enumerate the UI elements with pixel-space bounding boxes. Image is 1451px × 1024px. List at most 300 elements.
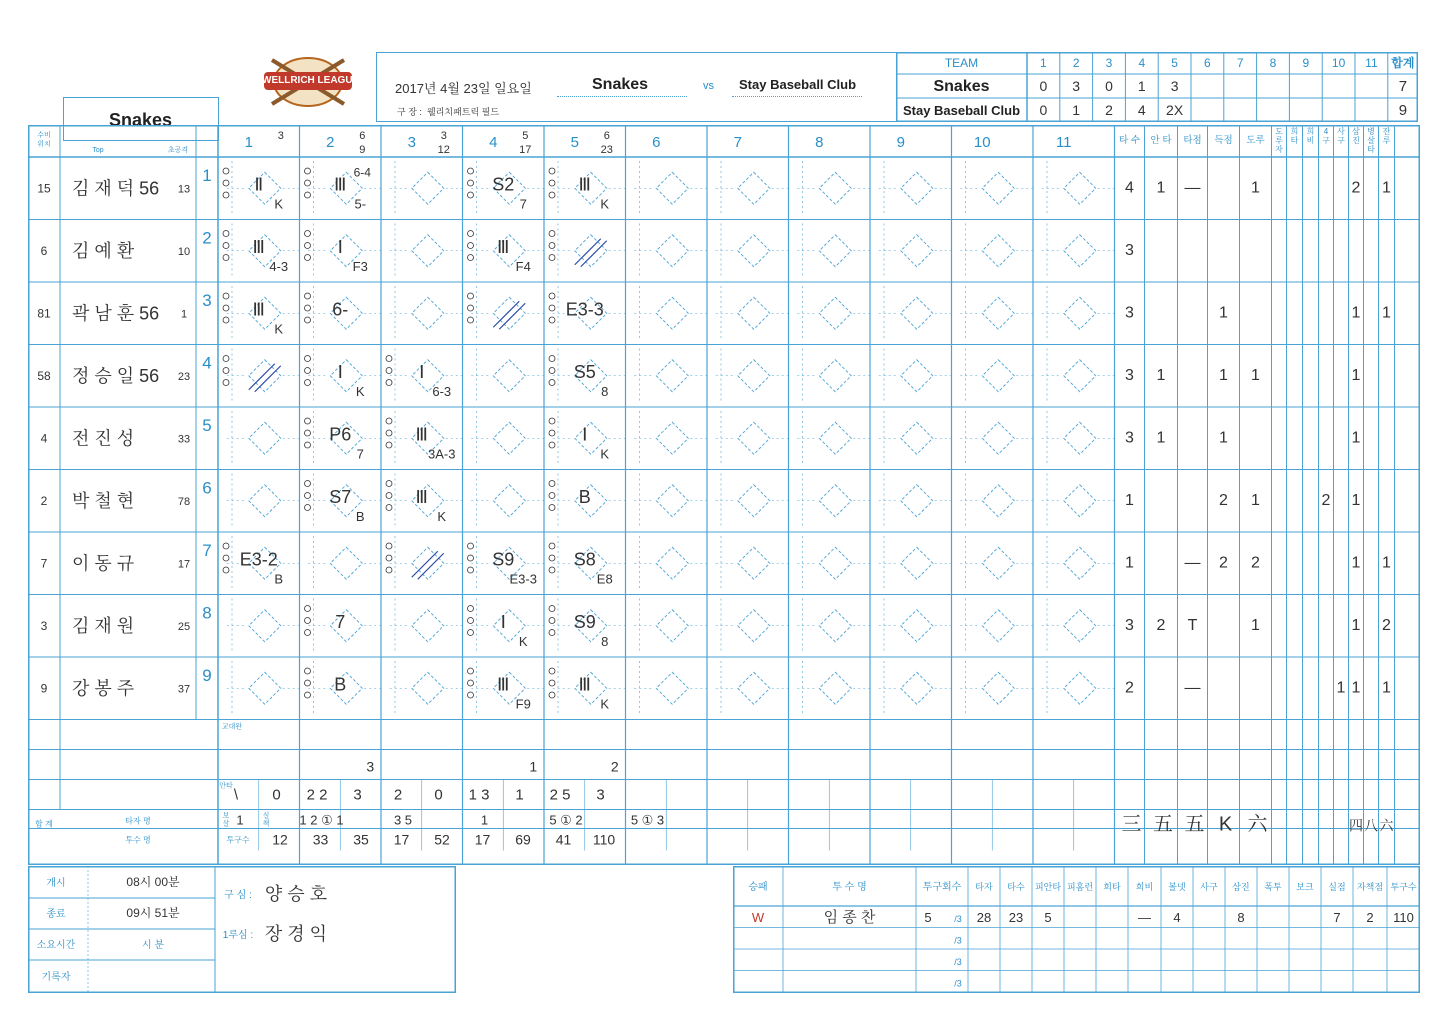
linescore-inning-9: 9 xyxy=(1302,56,1310,70)
pitch-count-mark xyxy=(549,442,555,448)
stat-header-char: 루 xyxy=(1275,136,1283,145)
stat-header-char: 병 xyxy=(1367,127,1375,136)
batter-stat: 3 xyxy=(1125,241,1134,259)
batter-stat: 3 xyxy=(1125,304,1134,322)
pitch-count-mark xyxy=(223,567,229,573)
base-diamond xyxy=(982,610,1014,642)
linescore-total: 7 xyxy=(1398,78,1408,95)
batter-stat: 1 xyxy=(1351,304,1361,322)
pitch-count-mark xyxy=(549,543,555,549)
batter-stat: 1 xyxy=(1351,429,1361,447)
base-diamond xyxy=(656,610,688,642)
batter-position: 3 xyxy=(40,618,48,633)
batter-stat: 3 xyxy=(1125,616,1134,634)
linescore-inning-3: 3 xyxy=(1105,56,1113,70)
batter-stat: 1 xyxy=(1219,304,1228,322)
inning-hits: 1 3 xyxy=(468,786,490,804)
linescore-score: 3 xyxy=(1170,78,1179,94)
batting-order: 7 xyxy=(202,541,212,560)
play-mark: Ⅲ xyxy=(415,424,428,445)
base-diamond xyxy=(901,297,933,329)
inning-header-5: 5 xyxy=(570,134,579,151)
pos-header: 수비 xyxy=(37,132,51,139)
pitch-count-mark xyxy=(549,430,555,436)
pitch-count-mark xyxy=(386,555,392,561)
stat-tally: 五 xyxy=(1153,813,1173,836)
pitch-count-mark xyxy=(549,618,555,624)
linescore-inning-10: 10 xyxy=(1331,56,1346,70)
inning-sub2: 23 xyxy=(600,144,613,156)
pitch-count-mark xyxy=(549,293,555,299)
inning-pitches: 17 xyxy=(474,831,491,848)
pitch-count-mark xyxy=(305,505,311,511)
total-label: 합 계 xyxy=(35,819,53,829)
batter-stat: 1 xyxy=(1336,679,1346,697)
inning-walks: 3 5 xyxy=(393,812,413,828)
pitching-header: 투구회수 xyxy=(922,882,962,893)
pitch-count-mark xyxy=(549,231,555,237)
batter-number: 23 xyxy=(177,370,191,383)
batter-stat: 1 xyxy=(1219,366,1228,384)
inning-header-8: 8 xyxy=(815,134,824,151)
batting-order: 5 xyxy=(202,416,212,435)
pitch-count-mark xyxy=(468,180,474,186)
pitch-count-mark xyxy=(468,630,474,636)
linescore-score: 2X xyxy=(1166,102,1184,118)
pitch-count-mark xyxy=(468,243,474,249)
pitch-count-mark xyxy=(223,368,229,374)
batting-order: 3 xyxy=(202,291,212,310)
inning-header-10: 10 xyxy=(973,134,991,151)
batter-stat: 1 xyxy=(1382,304,1391,322)
inning-runs: 3 xyxy=(366,758,375,775)
batter-stat: 2 xyxy=(1219,491,1228,509)
pitch-count-mark xyxy=(305,255,311,261)
pitch-count-mark xyxy=(386,543,392,549)
play-mark: B xyxy=(355,508,365,524)
walks-label: 살 xyxy=(222,820,230,828)
base-diamond xyxy=(493,422,525,454)
base-diamond xyxy=(412,235,444,267)
pitch-count-mark xyxy=(468,567,474,573)
play-mark: 6- xyxy=(332,299,349,320)
batter-stat: T xyxy=(1187,616,1198,634)
base-diamond xyxy=(249,610,281,642)
pitch-count-mark xyxy=(468,317,474,323)
pitch-count-mark xyxy=(305,368,311,374)
stat-tally: 三 xyxy=(1121,813,1142,836)
pitch-count-mark xyxy=(305,231,311,237)
slash-mark xyxy=(418,553,444,579)
pitch-count-mark xyxy=(468,305,474,311)
batter-stat: 3 xyxy=(1125,429,1134,447)
base-diamond xyxy=(738,422,770,454)
inning-pitches: 35 xyxy=(353,831,369,848)
inning-pitches: 12 xyxy=(272,831,288,848)
game-header-box xyxy=(376,52,897,122)
game-date: 2017년 4월 23일 일요일 xyxy=(395,81,532,96)
pitch-count-mark xyxy=(468,231,474,237)
play-mark: K xyxy=(355,383,365,399)
pitching-header: 자책점 xyxy=(1356,882,1384,892)
league-logo-text: WELLRICH LEAGUE xyxy=(262,75,360,86)
play-mark: 4-3 xyxy=(269,258,289,274)
linescore-total: 9 xyxy=(1398,102,1408,119)
base-diamond xyxy=(656,422,688,454)
play-mark: B xyxy=(334,674,347,695)
pitch-count-mark xyxy=(549,481,555,487)
pitching-header: 실점 xyxy=(1328,882,1346,892)
pitch-count-mark xyxy=(549,493,555,499)
inning-sub2: 9 xyxy=(359,144,366,156)
base-diamond xyxy=(493,485,525,517)
inning-sub2: 17 xyxy=(519,144,532,156)
pitches-label: 투구수 xyxy=(226,835,250,845)
team-box-title: Snakes xyxy=(108,110,173,130)
pitch-count-mark xyxy=(305,243,311,249)
inning-sub: 3 xyxy=(440,130,447,142)
pitch-count-mark xyxy=(223,380,229,386)
linescore-inning-6: 6 xyxy=(1204,56,1211,70)
base-diamond xyxy=(982,360,1014,392)
pitch-count-mark xyxy=(549,555,555,561)
pitching-header: 투구수 xyxy=(1390,882,1417,892)
slash-mark xyxy=(255,366,281,392)
play-mark: E3-3 xyxy=(509,571,537,587)
play-mark: Ⅲ xyxy=(578,674,591,695)
inning-header-3: 3 xyxy=(407,134,416,151)
batter-name: 김 재 원 xyxy=(72,615,135,636)
batter-stat: 1 xyxy=(1382,554,1391,572)
play-mark: 7 xyxy=(335,611,346,632)
league-logo xyxy=(262,52,360,110)
base-diamond xyxy=(656,547,688,579)
stat-header: 도루 xyxy=(1246,135,1265,146)
inning-hits: 2 xyxy=(393,786,403,804)
pitch-count-mark xyxy=(305,680,311,686)
stat-tally: 六 xyxy=(1379,817,1394,834)
base-diamond xyxy=(1064,610,1096,642)
base-diamond xyxy=(901,360,933,392)
inning-header-4: 4 xyxy=(489,134,498,151)
base-diamond xyxy=(656,297,688,329)
play-mark: Ⅲ xyxy=(334,174,347,195)
linescore-score: 1 xyxy=(1137,78,1146,94)
relief-label: 교대완 xyxy=(221,723,243,731)
pitcher-er: 2 xyxy=(1366,910,1374,925)
inning-hits: 3 xyxy=(353,786,362,804)
play-mark: 6-3 xyxy=(432,383,452,399)
linescore-score: 0 xyxy=(1105,78,1113,94)
pitching-header: 사구 xyxy=(1200,882,1218,892)
play-mark: S9 xyxy=(492,549,515,570)
base-diamond xyxy=(738,547,770,579)
play-mark: Ⅰ xyxy=(500,611,506,632)
scorecard-grid xyxy=(28,125,1420,865)
batting-order: 6 xyxy=(202,478,212,498)
batter-stat: 1 xyxy=(1351,491,1361,509)
away-team: Stay Baseball Club xyxy=(739,77,857,92)
pitch-count-mark xyxy=(549,356,555,362)
pitching-header: 승패 xyxy=(748,882,768,893)
base-diamond xyxy=(738,172,770,204)
pitch-count-mark xyxy=(305,692,311,698)
pitcher-outs: /3 xyxy=(954,957,962,967)
base-diamond xyxy=(819,610,851,642)
pitch-count-mark xyxy=(386,442,392,448)
batter-position: 81 xyxy=(37,306,51,321)
batter-stat: 3 xyxy=(1125,366,1134,384)
base-diamond xyxy=(738,235,770,267)
pitch-count-mark xyxy=(468,255,474,261)
pitch-count-mark xyxy=(386,356,392,362)
batter-stat: 2 xyxy=(1321,491,1331,509)
inning-walks: 1 xyxy=(480,812,489,828)
vs-label: vs xyxy=(703,80,714,92)
chief-umpire-label: 구 심 : xyxy=(224,890,252,901)
batter-name: 정 승 일 56 xyxy=(72,365,160,386)
batter-number: 37 xyxy=(177,683,191,696)
base-diamond xyxy=(819,360,851,392)
base-diamond xyxy=(1064,547,1096,579)
pitch-count-mark xyxy=(468,543,474,549)
chief-umpire-name: 양 승 호 xyxy=(264,884,328,904)
play-mark: K xyxy=(518,633,528,649)
batting-order: 1 xyxy=(202,166,212,185)
batter-position: 15 xyxy=(37,181,51,196)
venue-label: 구 장 : xyxy=(397,107,422,117)
total-pitchers-label: 투수 명 xyxy=(125,835,151,845)
base-diamond xyxy=(982,485,1014,517)
play-mark: S9 xyxy=(573,611,596,632)
base-diamond xyxy=(493,297,525,329)
pitch-count-mark xyxy=(549,418,555,424)
base-diamond xyxy=(1064,235,1096,267)
base-diamond xyxy=(249,360,281,392)
play-mark: Ⅲ xyxy=(252,299,265,320)
stat-tally: 五 xyxy=(1184,813,1205,836)
batter-number: 17 xyxy=(177,558,191,571)
batter-position: 9 xyxy=(40,681,48,696)
batter-number: 25 xyxy=(177,620,191,633)
play-mark: 5- xyxy=(354,196,367,212)
initial-label: 초공격 xyxy=(167,147,189,154)
play-mark: Ⅲ xyxy=(578,174,591,195)
pitch-count-mark xyxy=(468,555,474,561)
inning-header-2: 2 xyxy=(326,134,335,151)
linescore-inning-8: 8 xyxy=(1269,56,1277,70)
play-mark: 8 xyxy=(601,633,609,649)
pitch-count-mark xyxy=(305,618,311,624)
pitcher-sf: — xyxy=(1138,910,1151,925)
pitcher-hits: 5 xyxy=(1044,910,1052,925)
pitch-count-mark xyxy=(549,243,555,249)
linescore-team-name: Snakes xyxy=(933,78,990,95)
play-mark: 6-4 xyxy=(353,165,371,180)
pitcher-so: 8 xyxy=(1237,910,1245,925)
inning-sub: 3 xyxy=(277,130,284,142)
inning-walks: 1 2 ① 1 xyxy=(299,812,344,828)
batting-order: 9 xyxy=(202,666,212,685)
base-diamond xyxy=(901,547,933,579)
pitch-count-mark xyxy=(223,293,229,299)
pitcher-np: 110 xyxy=(1393,910,1414,925)
pitch-count-mark xyxy=(549,567,555,573)
pitch-count-mark xyxy=(468,668,474,674)
base-diamond xyxy=(819,672,851,704)
inning-header-1: 1 xyxy=(244,134,253,151)
batter-name: 전 진 성 xyxy=(72,428,135,449)
play-mark: B xyxy=(578,486,591,507)
pitch-count-mark xyxy=(305,192,311,198)
duration-value: 시 분 xyxy=(141,940,165,951)
pitch-count-mark xyxy=(549,192,555,198)
stat-header-char: 자 xyxy=(1275,145,1283,154)
base-diamond xyxy=(249,422,281,454)
base-diamond xyxy=(412,172,444,204)
inning-pitches: 41 xyxy=(555,831,572,848)
pitch-count-mark xyxy=(305,380,311,386)
inning-header-6: 6 xyxy=(652,134,661,151)
batter-name: 박 철 현 xyxy=(72,490,135,511)
batter-stat: 2 xyxy=(1251,554,1260,572)
base-diamond xyxy=(738,485,770,517)
base-diamond xyxy=(738,360,770,392)
pitch-count-mark xyxy=(223,555,229,561)
play-mark: Ⅱ xyxy=(254,174,264,195)
pitch-count-mark xyxy=(468,168,474,174)
pitch-count-mark xyxy=(386,481,392,487)
slash-mark xyxy=(581,241,607,267)
stat-tally: 八 xyxy=(1364,817,1378,834)
pitch-count-mark xyxy=(549,317,555,323)
inning-walks: 1 xyxy=(236,812,244,828)
batter-stat: 1 xyxy=(1382,179,1391,197)
pitch-count-mark xyxy=(549,680,555,686)
play-mark: F3 xyxy=(352,258,368,274)
base-diamond xyxy=(249,485,281,517)
linescore-team-name: Stay Baseball Club xyxy=(902,103,1021,118)
pitch-count-mark xyxy=(549,168,555,174)
linescore-inning-1: 1 xyxy=(1040,56,1047,70)
base-diamond xyxy=(1064,672,1096,704)
pitch-count-mark xyxy=(305,668,311,674)
errors-label: 책 xyxy=(262,820,270,828)
pitch-count-mark xyxy=(305,606,311,612)
linescore-inning-4: 4 xyxy=(1138,56,1146,70)
errors-label: 실 xyxy=(262,812,270,820)
pitching-header: 삼진 xyxy=(1232,882,1250,892)
venue: 웰리치패트릭 필드 xyxy=(427,107,500,117)
base-diamond xyxy=(982,235,1014,267)
base-diamond xyxy=(412,547,444,579)
play-mark: Ⅰ xyxy=(337,236,343,257)
pitch-count-mark xyxy=(549,630,555,636)
batter-stat: 1 xyxy=(1125,491,1134,509)
stat-header-char: 구 xyxy=(1322,136,1330,145)
base-diamond xyxy=(1064,172,1096,204)
start-value: 08시 00분 xyxy=(126,875,180,889)
pitch-count-mark xyxy=(223,255,229,261)
play-mark: K xyxy=(437,508,447,524)
linescore-inning-11: 11 xyxy=(1365,56,1378,70)
stat-header: 타 수 xyxy=(1119,135,1140,146)
batter-stat: 2 xyxy=(1382,616,1391,634)
pitch-count-mark xyxy=(549,606,555,612)
inning-sub: 6 xyxy=(603,130,610,142)
linescore-team-header: TEAM xyxy=(944,56,979,70)
base-diamond xyxy=(1064,422,1096,454)
base-diamond xyxy=(982,672,1014,704)
linescore-score: 3 xyxy=(1072,78,1081,94)
stat-header-char: 사 xyxy=(1337,127,1345,136)
pitch-count-mark xyxy=(223,243,229,249)
pitch-count-mark xyxy=(468,692,474,698)
batter-stat: — xyxy=(1184,179,1201,197)
base-diamond xyxy=(1064,297,1096,329)
pitch-count-mark xyxy=(305,356,311,362)
play-mark: K xyxy=(274,196,284,212)
top-label: Top xyxy=(92,147,104,154)
pitcher-outs: /3 xyxy=(954,978,962,989)
inning-pitches: 110 xyxy=(592,831,616,848)
pitching-header: 볼넷 xyxy=(1168,882,1186,892)
pitch-count-mark xyxy=(468,293,474,299)
inning-header-9: 9 xyxy=(896,134,905,151)
play-mark: Ⅲ xyxy=(415,486,428,507)
pitch-count-mark xyxy=(386,418,392,424)
pitcher-batters: 28 xyxy=(976,910,992,925)
linescore-total-header: 합계 xyxy=(1391,56,1415,70)
play-mark: S5 xyxy=(573,361,596,382)
pitch-count-mark xyxy=(223,317,229,323)
batter-number: 1 xyxy=(180,308,188,321)
pitch-count-mark xyxy=(305,493,311,499)
hits-label: 안타 xyxy=(219,782,233,790)
pitch-count-mark xyxy=(305,418,311,424)
base-diamond xyxy=(901,610,933,642)
pitcher-result: W xyxy=(751,910,765,925)
inning-header-7: 7 xyxy=(733,134,742,151)
batter-number: 33 xyxy=(177,433,191,446)
play-mark: F4 xyxy=(515,258,531,274)
pitch-count-mark xyxy=(305,630,311,636)
play-mark: E3-2 xyxy=(239,549,278,570)
base-diamond xyxy=(982,547,1014,579)
batter-name: 강 봉 주 xyxy=(72,678,135,699)
base-diamond xyxy=(819,422,851,454)
batter-stat: 1 xyxy=(1156,429,1166,447)
linescore-score: 4 xyxy=(1137,102,1146,118)
stat-header-char: 희 xyxy=(1290,127,1299,136)
pitch-count-mark xyxy=(223,231,229,237)
base-diamond xyxy=(901,422,933,454)
play-mark: K xyxy=(600,446,610,462)
stat-header-char: 루 xyxy=(1382,136,1391,145)
base-diamond xyxy=(738,610,770,642)
play-mark: E8 xyxy=(596,571,613,587)
pitch-count-mark xyxy=(468,680,474,686)
base-diamond xyxy=(819,172,851,204)
first-base-umpire-label: 1루심 : xyxy=(222,930,254,941)
inning-pitches: 17 xyxy=(393,831,410,848)
inning-sub: 6 xyxy=(359,130,366,142)
pitch-count-mark xyxy=(305,305,311,311)
stat-tally: 六 xyxy=(1247,813,1268,836)
pitch-count-mark xyxy=(305,168,311,174)
base-diamond xyxy=(819,235,851,267)
pitch-count-mark xyxy=(549,380,555,386)
